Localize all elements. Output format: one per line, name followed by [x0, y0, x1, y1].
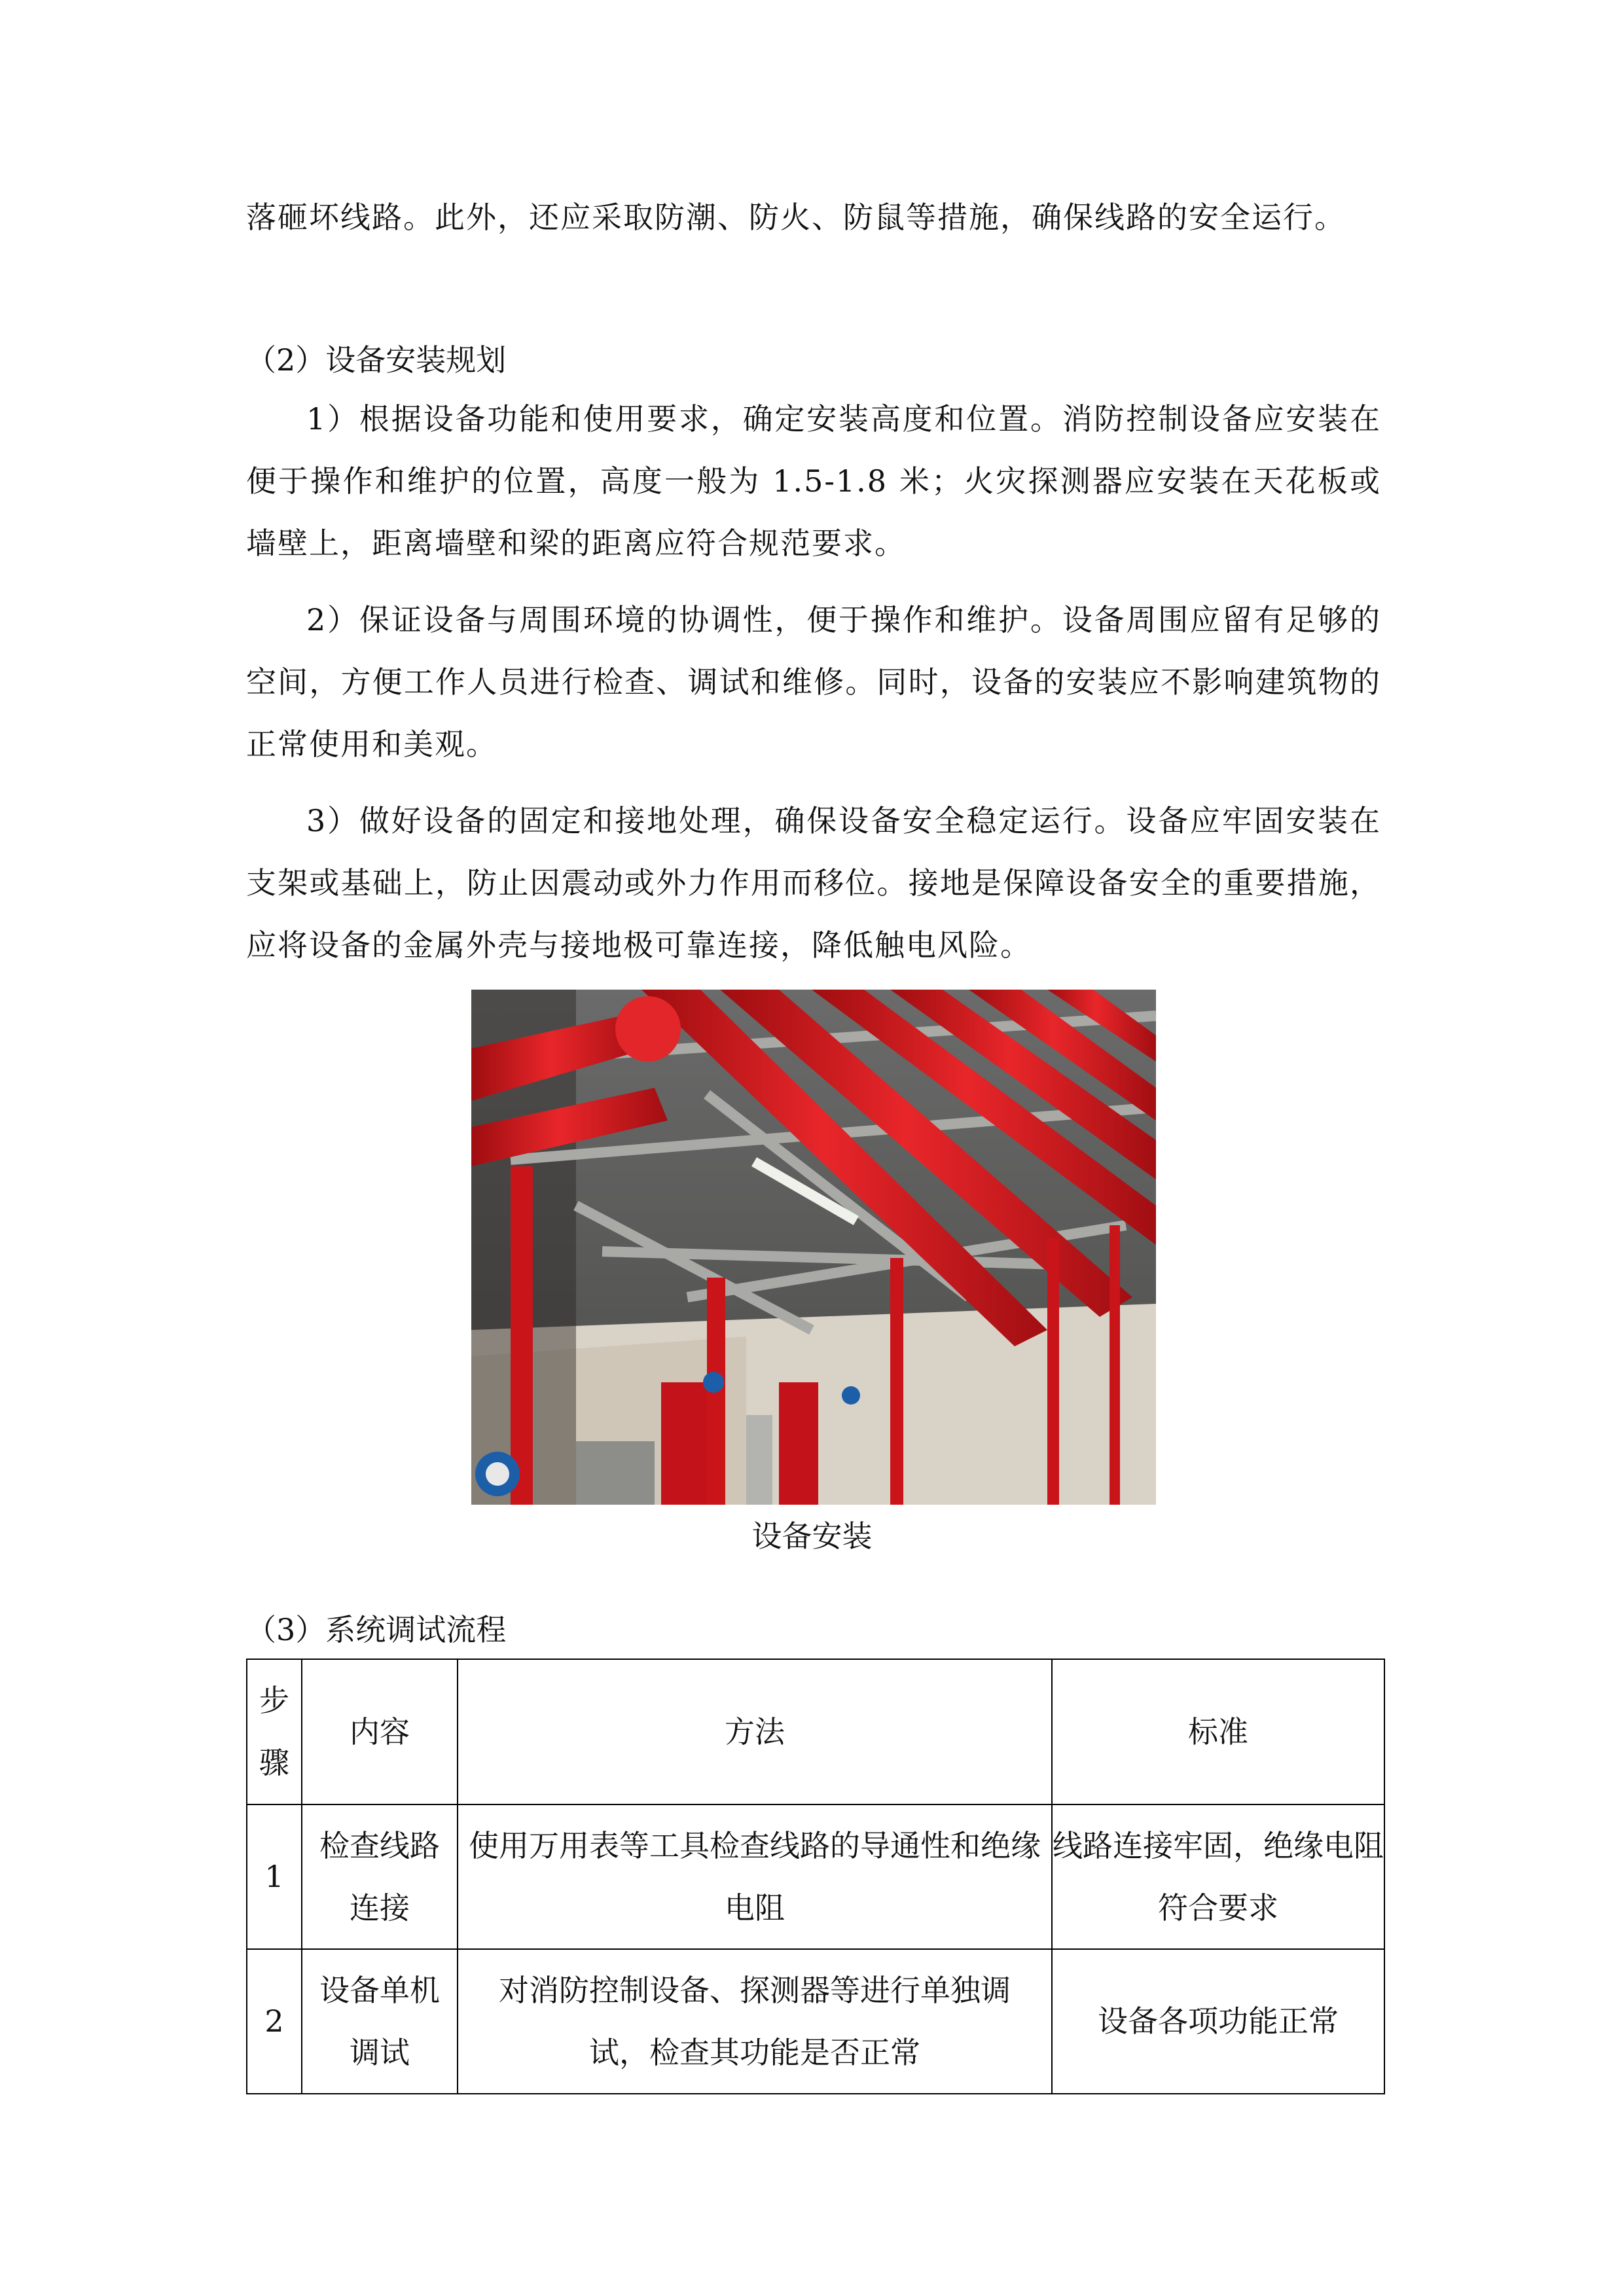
- header-standard: 标准: [1052, 1659, 1384, 1804]
- debugging-steps-table: [246, 1659, 1385, 2094]
- section-heading-equipment-installation: （2）设备安装规划: [246, 342, 507, 378]
- paragraph-continuation: 落砸坏线路。此外，还应采取防潮、防火、防鼠等措施，确保线路的安全运行。: [246, 200, 1346, 235]
- cell-step: 1: [247, 1804, 302, 1949]
- cell-content: 检查线路连接: [302, 1804, 458, 1949]
- cell-standard: 线路连接牢固，绝缘电阻符合要求: [1052, 1804, 1384, 1949]
- section-heading-system-debugging: （3）系统调试流程: [246, 1612, 507, 1647]
- figure-caption: 设备安装: [751, 1518, 873, 1554]
- paragraph-environment: 2）保证设备与周围环境的协调性，便于操作和维护。设备周围应留有足够的空间，方便工作人员进行检查、调试和维修。同时，设备的安装应不影响建筑物的正常使用和美观。: [246, 602, 1381, 762]
- table-header-row: [247, 1659, 1384, 1804]
- header-method: 方法: [458, 1659, 1052, 1804]
- equipment-installation-photo: [471, 990, 1156, 1505]
- table-row: [247, 1949, 1384, 2094]
- paragraph-grounding: 3）做好设备的固定和接地处理，确保设备安全稳定运行。设备应牢固安装在支架或基础上，防止因震动或外力作用而移位。接地是保障设备安全的重要措施，应将设备的金属外壳与接地极可靠连接，降低触电风险。: [246, 803, 1381, 963]
- table-row: [247, 1804, 1384, 1949]
- cell-method: 使用万用表等工具检查线路的导通性和绝缘电阻: [458, 1804, 1052, 1949]
- paragraph-installation-height: 1）根据设备功能和使用要求，确定安装高度和位置。消防控制设备应安装在便于操作和维护的位置，高度一般为 1.5-1.8 米；火灾探测器应安装在天花板或墙壁上，距离墙壁和梁的距离应符合规范要求。: [246, 401, 1381, 561]
- cell-method: 对消防控制设备、探测器等进行单独调试，检查其功能是否正常: [458, 1949, 1052, 2094]
- header-content: 内容: [302, 1659, 458, 1804]
- cell-step: 2: [247, 1949, 302, 2094]
- cell-content: 设备单机调试: [302, 1949, 458, 2094]
- header-step: 步骤: [247, 1659, 302, 1804]
- cell-standard: 设备各项功能正常: [1052, 1949, 1384, 2094]
